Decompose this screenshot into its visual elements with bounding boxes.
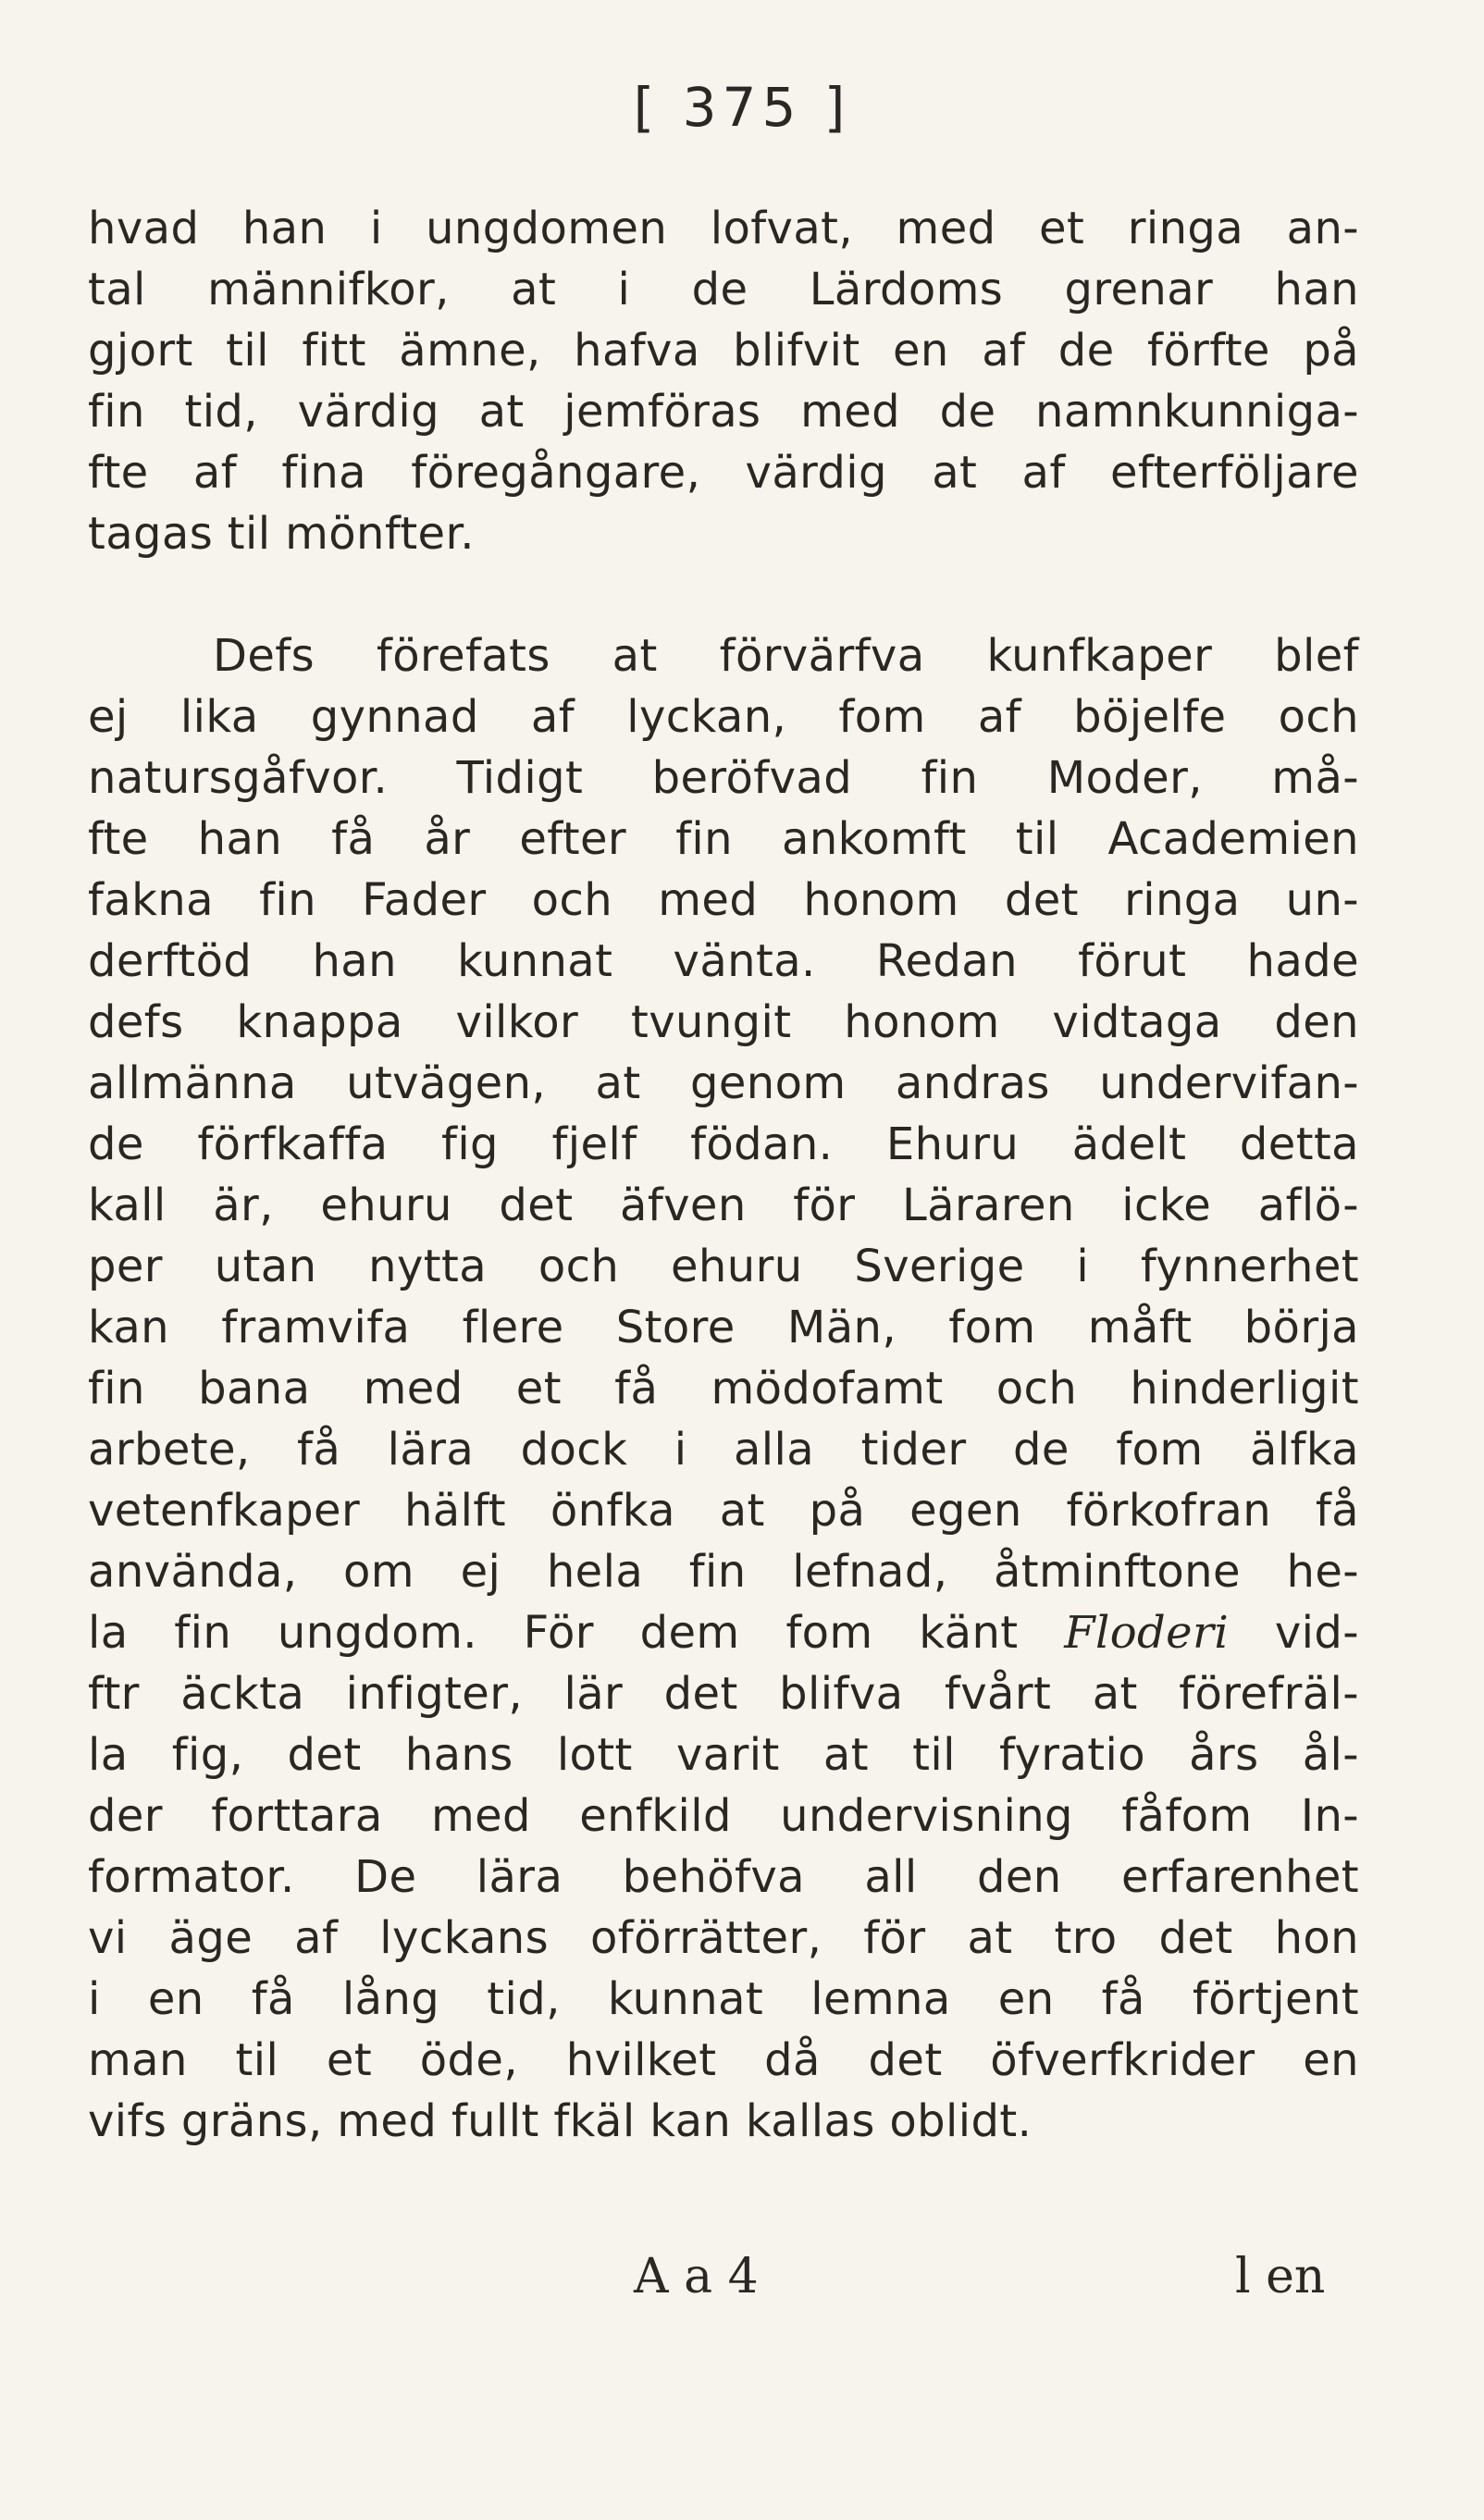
text-line: man til et öde, hvilket då det öfverfkrider en [88, 2034, 1359, 2086]
text-line: ftr äckta infigter, lär det blifva fvårt at förefräl- [88, 1668, 1359, 1720]
text-line: fte han få år efter fin ankomft til Academien [88, 813, 1359, 865]
catchword: l en [1235, 2249, 1326, 2304]
text-line: tal männifkor, at i de Lärdoms grenar han [88, 264, 1359, 315]
text-line-lead: la fin ungdom. För dem fom känt [88, 1607, 1019, 1659]
text-line: defs knappa vilkor tvungit honom vidtaga den [88, 996, 1359, 1048]
page-footer [0, 2244, 1484, 2309]
text-line: la fig, det hans lott varit at til fyratio års ål- [88, 1729, 1359, 1781]
text-line: de förfkaffa fig fjelf födan. Ehuru ädelt detta [88, 1118, 1359, 1170]
text-line: fin bana med et få mödofamt och hinderligit [88, 1363, 1359, 1414]
text-line: i en få lång tid, kunnat lemna en få förtjent [88, 1973, 1359, 2025]
text-line: formator. De lära behöfva all den erfarenhet [88, 1851, 1359, 1903]
text-line: fte af fina föregångare, värdig at af efterföljare [88, 447, 1359, 499]
text-line: vi äge af lyckans oförrätter, för at tro det hon [88, 1912, 1359, 1964]
text-line: ej lika gynnad af lyckan, fom af böjelfe och [88, 691, 1359, 743]
text-line: der forttara med enfkild undervisning fåfom In- [88, 1790, 1359, 1842]
text-line: kall är, ehuru det äfven för Läraren icke aflö- [88, 1180, 1359, 1231]
text-line: hvad han i ungdomen lofvat, med et ringa an- [88, 203, 1359, 254]
italic-name: Floderi [1064, 1607, 1230, 1659]
text-line: Defs förefats at förvärfva kunfkaper blef [213, 630, 1359, 682]
text-line: natursgåfvor. Tidigt beröfvad fin Moder, må- [88, 752, 1359, 804]
text-line: fakna fin Fader och med honom det ringa un- [88, 874, 1359, 926]
text-line: allmänna utvägen, at genom andras undervifan- [88, 1057, 1359, 1109]
text-line: kan framvifa flere Store Män, fom måft börja [88, 1302, 1359, 1353]
text-line-tail: vid- [1274, 1607, 1359, 1659]
text-line: vetenfkaper hälft önfka at på egen förkofran få [88, 1485, 1359, 1537]
printer-signature: A a 4 [634, 2249, 759, 2304]
text-line: använda, om ej hela fin lefnad, åtminftone he- [88, 1546, 1359, 1598]
page-number: [ 375 ] [633, 76, 851, 139]
text-line: arbete, få lära dock i alla tider de fom älfka [88, 1424, 1359, 1476]
text-line [88, 1602, 1359, 1663]
text-line: per utan nytta och ehuru Sverige i fynnerhet [88, 1241, 1359, 1292]
text-line: tagas til mönfter. [88, 508, 475, 560]
text-line: derftöd han kunnat vänta. Redan förut hade [88, 935, 1359, 987]
text-line: gjort til fitt ämne, hafva blifvit en af de förfte på [88, 325, 1359, 377]
text-line: fin tid, värdig at jemföras med de namnkunniga- [88, 386, 1359, 438]
text-line: vifs gräns, med fullt fkäl kan kallas oblidt. [88, 2095, 1033, 2147]
